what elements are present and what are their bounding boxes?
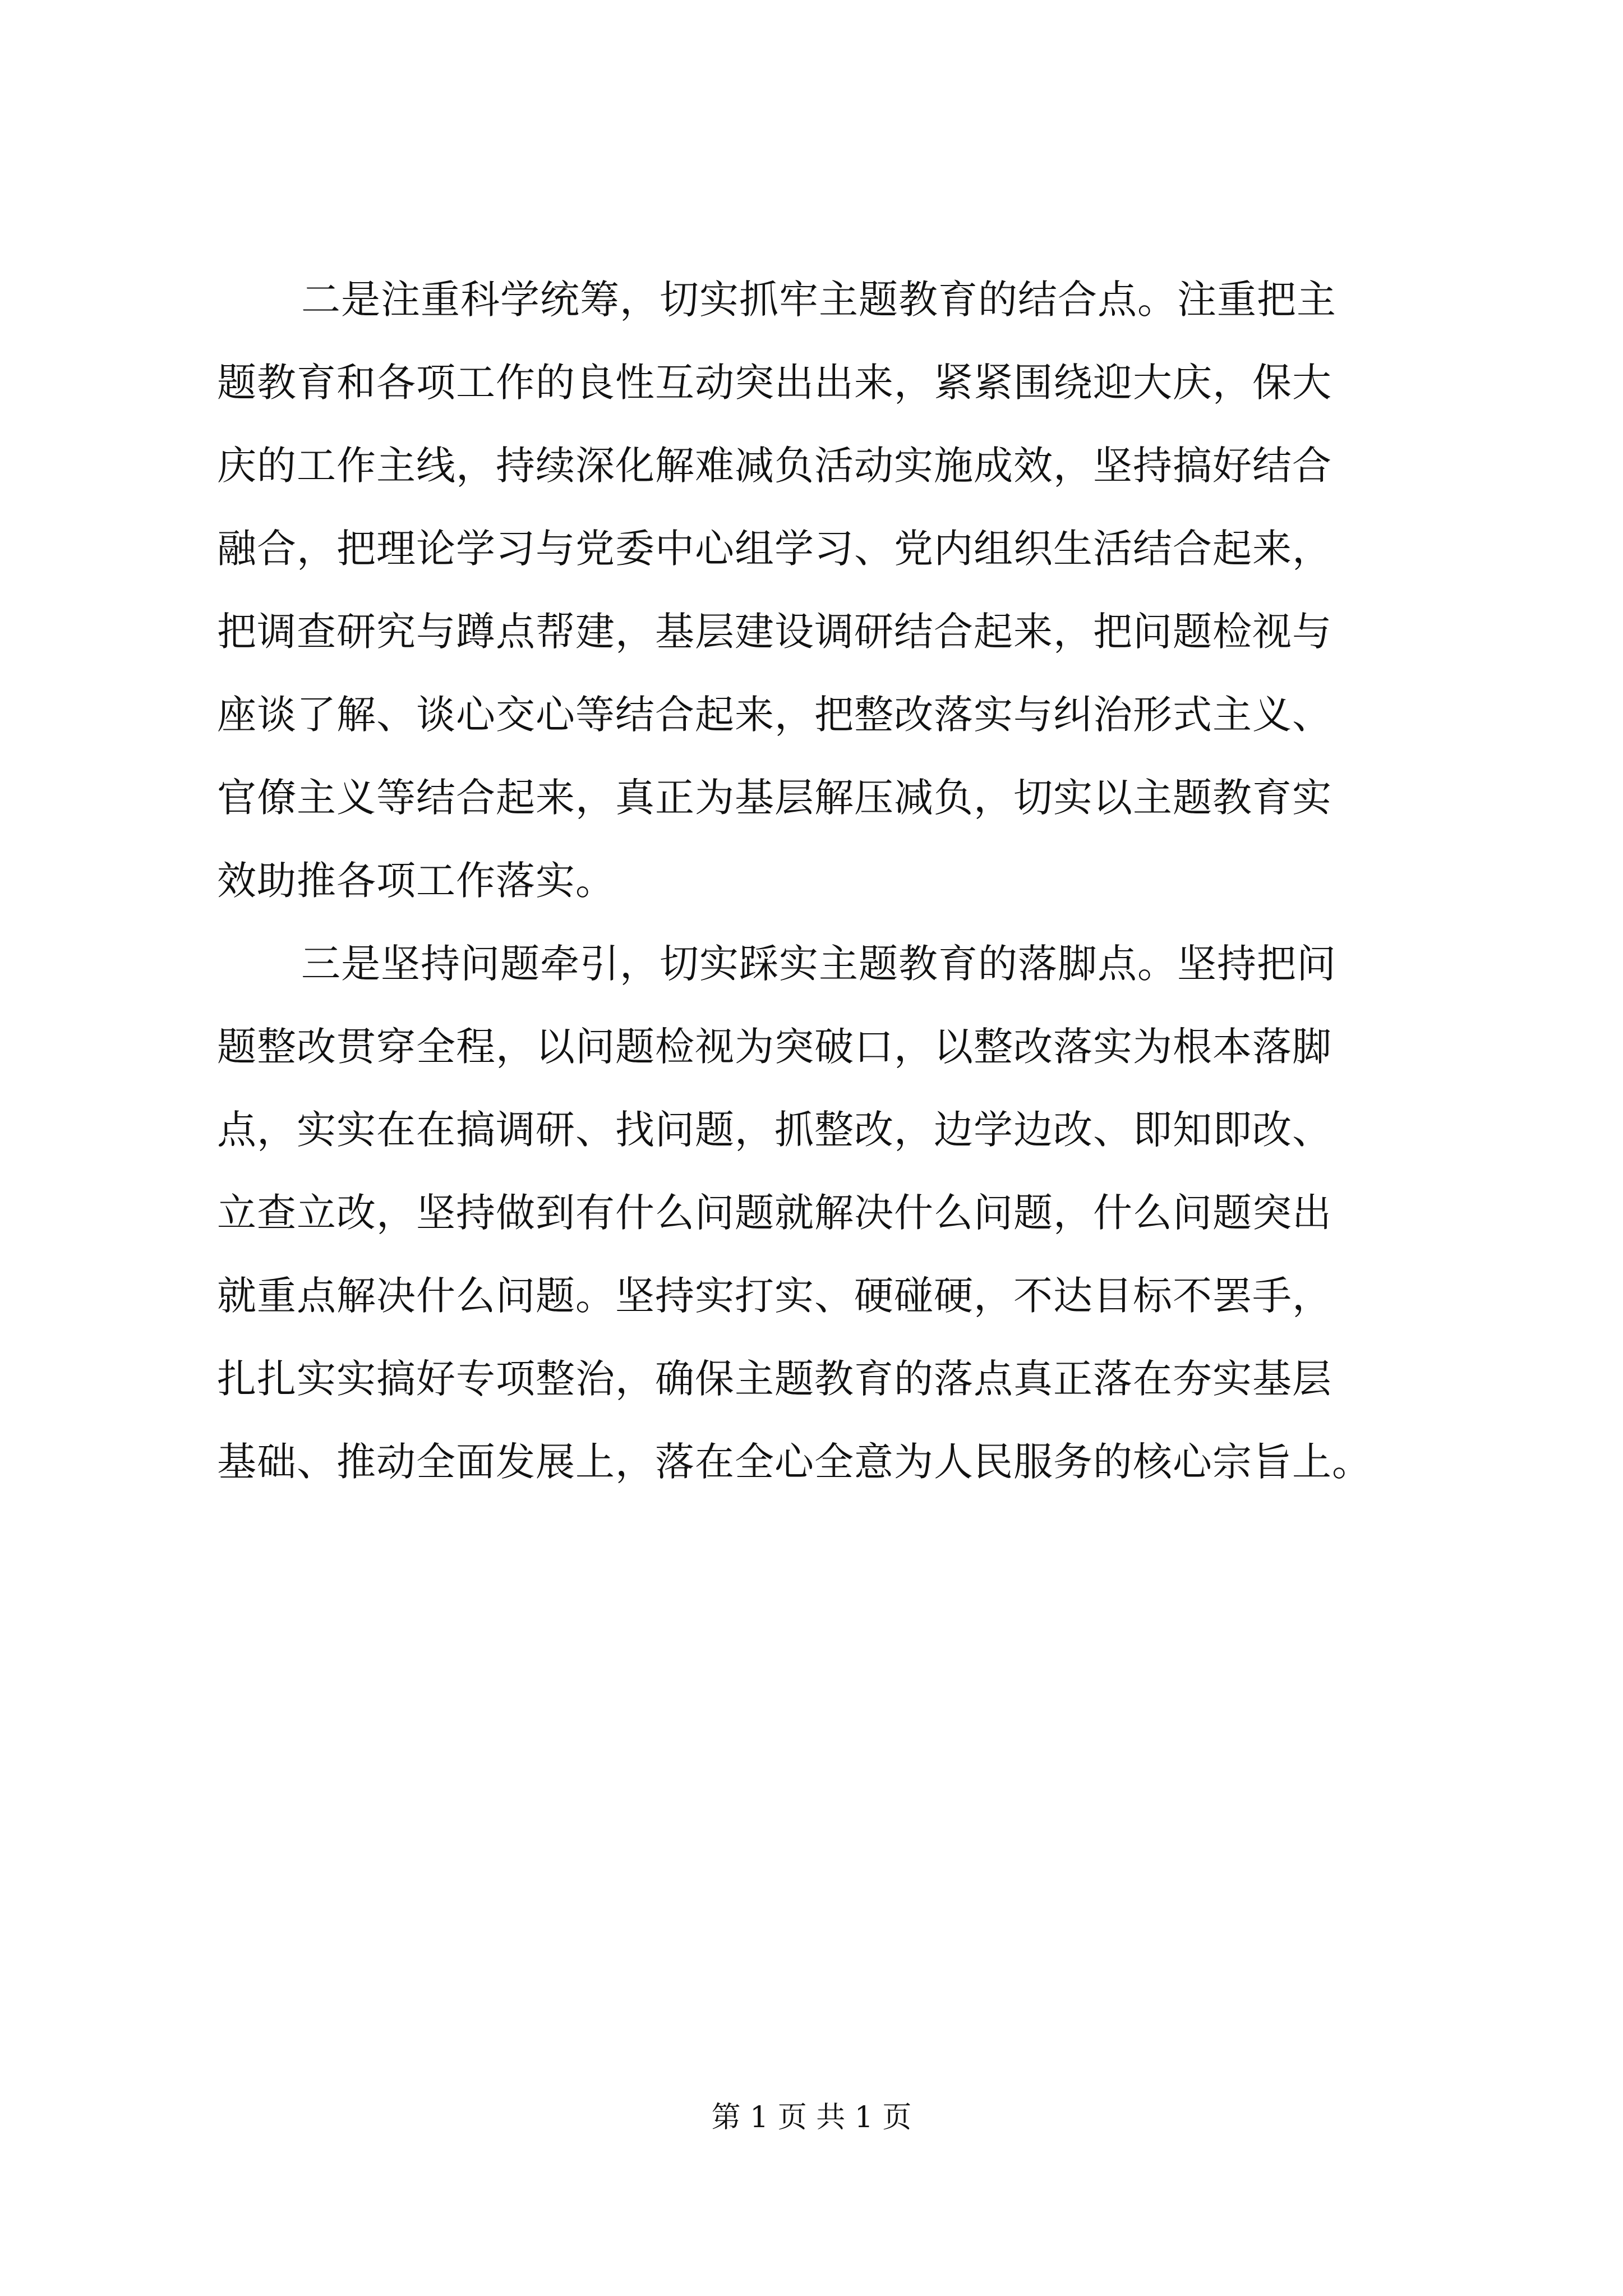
paragraph-2 xyxy=(217,922,1412,1503)
paragraph-1 xyxy=(217,258,1412,922)
paragraph-line: 座谈了解、谈心交心等结合起来，把整改落实与纠治形式主义、 xyxy=(217,692,1332,738)
paragraph-line: 二是注重科学统筹，切实抓牢主题教育的结合点。注重把主 xyxy=(301,277,1336,323)
document-body xyxy=(217,258,1412,1503)
paragraph-line: 立查立改，坚持做到有什么问题就解决什么问题，什么问题突出 xyxy=(217,1190,1332,1236)
paragraph-line: 基础、推动全面发展上，落在全心全意为人民服务的核心宗旨上。 xyxy=(217,1439,1372,1485)
paragraph-line: 三是坚持问题牵引，切实踩实主题教育的落脚点。坚持把问 xyxy=(301,941,1336,987)
paragraph-line: 效助推各项工作落实。 xyxy=(217,858,615,904)
paragraph-line: 题整改贯穿全程，以问题检视为突破口，以整改落实为根本落脚 xyxy=(217,1024,1332,1070)
page-footer xyxy=(0,2098,1623,2137)
paragraph-line: 把调查研究与蹲点帮建，基层建设调研结合起来，把问题检视与 xyxy=(217,609,1332,655)
paragraph-line: 庆的工作主线，持续深化解难减负活动实施成效，坚持搞好结合 xyxy=(217,443,1332,489)
page-number-indicator: 第 1 页 共 1 页 xyxy=(711,2101,912,2134)
paragraph-line: 就重点解决什么问题。坚持实打实、硬碰硬，不达目标不罢手， xyxy=(217,1273,1332,1319)
paragraph-line: 点，实实在在搞调研、找问题，抓整改，边学边改、即知即改、 xyxy=(217,1107,1332,1153)
paragraph-line: 融合，把理论学习与党委中心组学习、党内组织生活结合起来， xyxy=(217,526,1332,572)
paragraph-line: 扎扎实实搞好专项整治，确保主题教育的落点真正落在夯实基层 xyxy=(217,1356,1332,1402)
paragraph-line: 官僚主义等结合起来，真正为基层解压减负，切实以主题教育实 xyxy=(217,775,1332,821)
paragraph-line: 题教育和各项工作的良性互动突出出来，紧紧围绕迎大庆，保大 xyxy=(217,360,1332,406)
